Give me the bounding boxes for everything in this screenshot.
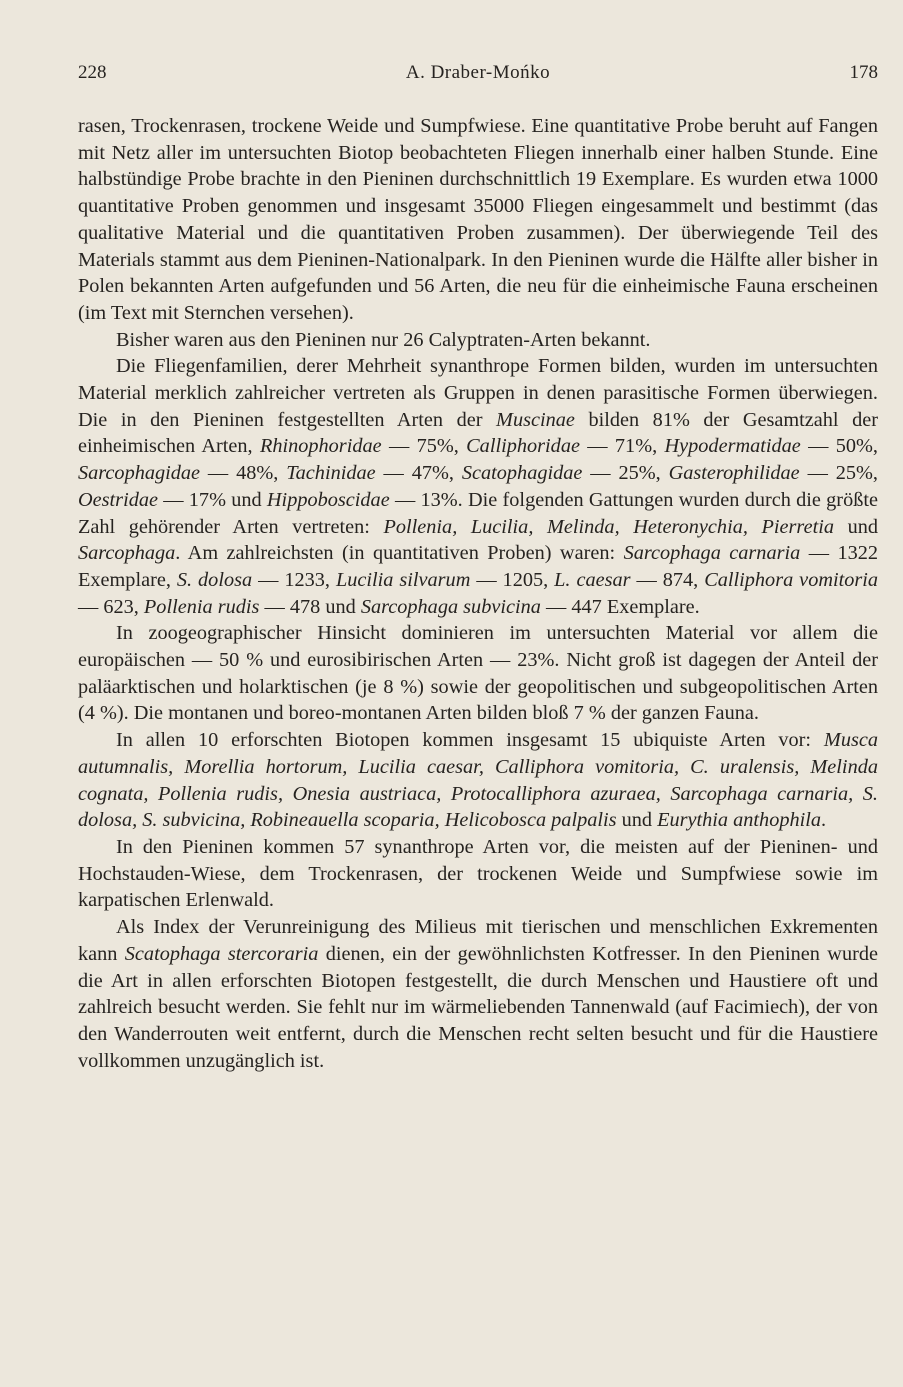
italic-term: Sarcophagidae [78, 462, 201, 485]
italic-term: Lucilia silvarum [335, 568, 471, 591]
text-run: dienen, ein der gewöhnlichsten Kotfresser. In den Pieninen wurde die Art in allen erforschten Biotopen festgestellt, die durch Menschen und Haustiere oft und zahlreich besucht werden. Sie fehlt nur im wärmeliebenden Tannenwald (auf Facimiech), der von den Wanderrouten weit entfernt, durch die Menschen recht selten besucht und für die Haustiere vollkommen unzugänglich ist. [78, 942, 878, 1072]
text-run: — 447 Exemplare. [540, 595, 700, 618]
paragraph [78, 834, 878, 914]
paragraph [78, 914, 878, 1074]
italic-term: Eurythia anthophila [657, 809, 822, 832]
italic-term: Gasterophilidae [668, 462, 800, 485]
text-run: — 25%, [582, 462, 669, 485]
paragraph [78, 727, 878, 834]
text-run: — 623, [78, 595, 144, 618]
italic-term: Pollenia, Lucilia, Melinda, Heteronychia, Pierretia [383, 515, 834, 538]
author-name: A. Draber-Mońko [405, 62, 551, 83]
italic-term: Calliphoridae [466, 435, 580, 458]
body-text [78, 113, 878, 1074]
text-run: und [833, 515, 878, 538]
text-run: Die Fliegenfamilien, derer Mehrheit synanthrope Formen bilden, wurden im untersuchten Material merklich zahlreicher vertreten als Gruppen in denen parasitische Formen überwiegen. Die in den Pieninen festgestellten Arten der [78, 355, 878, 431]
italic-term: Scatophagidae [461, 462, 583, 485]
text-run: In den Pieninen kommen 57 synanthrope Arten vor, die meisten auf der Pieninen- und Hochstauden-Wiese, dem Trockenrasen, der trockenen Weide und Sumpfwiese sowie im karpatischen Erlenwald. [78, 835, 878, 912]
text-run: — 874, [630, 568, 705, 591]
italic-term: Muscinae [496, 408, 575, 431]
text-run: Bisher waren aus den Pieninen nur 26 Calyptraten-Arten bekannt. [116, 328, 651, 351]
text-run: . [821, 809, 827, 832]
text-run: rasen, Trockenrasen, trockene Weide und Sumpfwiese. Eine quantitative Probe beruht auf Fangen mit Netz aller im untersuchten Biotop beobachteten Fliegen innerhalb einer halben Stunde. Eine halbstündige Probe brachte in den Pieninen durchschnittlich 19 Exemplare. Es wurden etwa 1000 quantitative Proben genommen und insgesamt 35000 Fliegen eingesammelt und bestimmt (das qualitative Material und die quantitativen Proben zusammen). Der überwiegende Teil des Materials stammt aus dem Pieninen-Nationalpark. In den Pieninen wurde die Hälfte aller bisher in Polen bekannten Arten aufgefunden und 56 Arten, die neu für die einheimische Fauna erscheinen (im Text mit Sternchen versehen). [78, 115, 878, 324]
paragraph [78, 327, 878, 354]
italic-term: Pollenia rudis [143, 595, 260, 618]
page-number-left: 228 [78, 62, 107, 83]
italic-term: Tachinidae [286, 462, 376, 485]
text-run: und [616, 809, 658, 832]
text-run: — 75%, [381, 435, 467, 458]
italic-term: L. caesar [554, 568, 631, 591]
text-run: — 50%, [800, 435, 878, 458]
running-header [78, 62, 878, 88]
text-run: — 71%, [579, 435, 665, 458]
text-run: — 478 und [259, 595, 361, 618]
text-run: In allen 10 erforschten Biotopen kommen insgesamt 15 ubiquiste Arten vor: [116, 729, 824, 752]
italic-term: Hippoboscidae [266, 488, 390, 511]
italic-term: Sarcophaga [78, 542, 176, 565]
italic-term: Musca autumnalis, Morellia hortorum, Lucilia caesar, Calliphora vomitoria, C. uralensis, Melinda cognata, Pollenia rudis, Onesia austriaca, Protocalliphora azuraea, Sarcophaga carnaria, S. dolosa, S. subvicina, Robineauella scoparia, Helicobosca palpalis [78, 729, 878, 832]
italic-term: Sarcophaga subvicina [360, 595, 541, 618]
text-run: Als Index der Verunreinigung des Milieus mit tierischen und menschlichen Exkrementen kann [78, 916, 878, 965]
italic-term: Rhinophoridae [259, 435, 382, 458]
text-run: — 1322 Exemplare, [78, 542, 878, 591]
text-run: — 48%, [200, 462, 287, 485]
italic-term: S. dolosa [176, 568, 253, 591]
italic-term: Hypodermatidae [664, 435, 801, 458]
text-run: In zoogeographischer Hinsicht dominieren im untersuchten Material vor allem die europäischen — 50 % und eurosibirischen Arten — 23%. Nicht groß ist dagegen der Anteil der paläarktischen und holarktischen (je 8 %) sowie der geopolitischen und subgeopolitischen Arten (4 %). Die montanen und boreo-montanen Arten bilden bloß 7 % der ganzen Fauna. [78, 622, 878, 725]
text-run: — 17% und [158, 488, 267, 511]
text-run: bilden 81% der Gesamtzahl der einheimischen Arten, [78, 408, 878, 458]
italic-term: Scatophaga stercoraria [124, 942, 319, 965]
text-run: — 25%, [799, 462, 878, 485]
text-run: — 1205, [470, 568, 555, 591]
page-number-right: 178 [849, 62, 878, 83]
italic-term: Sarcophaga carnaria [623, 542, 801, 565]
paragraph [78, 113, 878, 327]
text-run: — 1233, [252, 568, 336, 591]
italic-term: Calliphora vomitoria [704, 568, 879, 591]
text-run: — 13%. Die folgenden Gattungen wurden durch die größte Zahl gehörender Arten vertreten: [78, 488, 878, 538]
italic-term: Oestridae [78, 488, 158, 511]
paragraph [78, 620, 878, 727]
text-run: — 47%, [375, 462, 462, 485]
text-run: . Am zahlreichsten (in quantitativen Proben) waren: [175, 542, 624, 565]
paragraph [78, 353, 878, 620]
